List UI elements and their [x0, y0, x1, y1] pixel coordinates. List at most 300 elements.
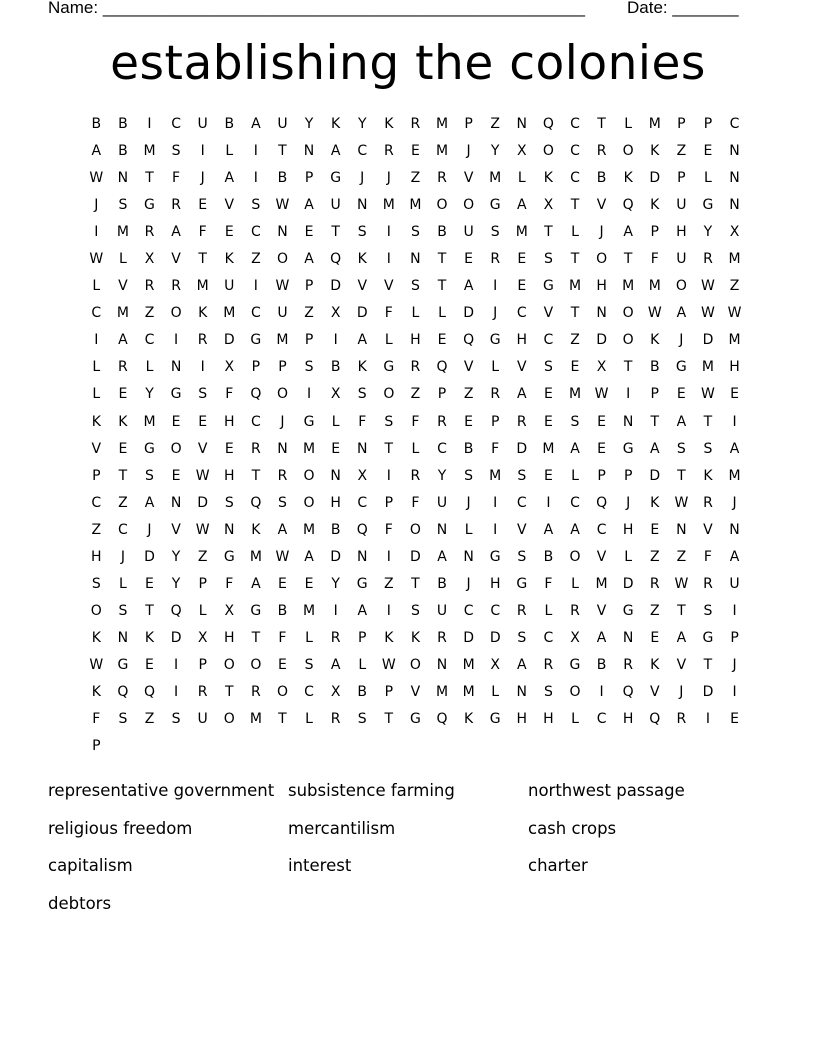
grid-letter[interactable]: K [198, 305, 208, 322]
grid-letter[interactable]: I [493, 521, 498, 538]
grid-letter[interactable]: F [198, 224, 207, 241]
grid-letter[interactable]: N [410, 251, 421, 268]
grid-letter[interactable]: T [597, 116, 606, 132]
grid-letter[interactable]: V [703, 521, 713, 538]
grid-letter[interactable]: Q [436, 711, 448, 728]
grid-letter[interactable]: G [622, 440, 634, 457]
grid-letter[interactable]: X [330, 305, 341, 322]
grid-letter[interactable]: R [437, 170, 447, 187]
grid-letter[interactable]: B [330, 359, 341, 376]
grid-letter[interactable]: L [411, 440, 420, 457]
grid-letter[interactable]: B [543, 548, 554, 565]
grid-letter[interactable]: L [624, 116, 633, 132]
grid-letter[interactable]: T [703, 656, 713, 673]
grid-letter[interactable]: X [357, 467, 368, 484]
grid-letter[interactable]: Y [304, 116, 314, 132]
grid-letter[interactable]: E [198, 197, 208, 214]
grid-letter[interactable]: O [250, 656, 262, 673]
grid-letter[interactable]: M [116, 305, 129, 322]
grid-letter[interactable]: K [650, 332, 660, 349]
grid-letter[interactable]: B [596, 170, 607, 187]
grid-letter[interactable]: H [676, 224, 687, 241]
grid-letter[interactable]: Y [490, 143, 500, 160]
grid-letter[interactable]: A [517, 386, 527, 403]
grid-letter[interactable]: K [224, 251, 234, 268]
grid-letter[interactable]: P [198, 656, 207, 673]
grid-letter[interactable]: E [437, 332, 447, 349]
grid-letter[interactable]: J [493, 305, 498, 322]
grid-letter[interactable]: R [197, 683, 208, 700]
grid-letter[interactable]: I [599, 683, 604, 700]
grid-letter[interactable]: D [596, 332, 607, 349]
grid-letter[interactable]: S [676, 440, 686, 457]
grid-letter[interactable]: M [728, 332, 741, 349]
grid-letter[interactable]: P [251, 359, 261, 376]
grid-letter[interactable]: F [278, 629, 287, 646]
grid-letter[interactable]: L [491, 359, 500, 376]
grid-letter[interactable]: K [703, 467, 713, 484]
grid-letter[interactable]: O [276, 683, 288, 700]
grid-letter[interactable]: I [253, 170, 258, 187]
grid-letter[interactable]: X [729, 224, 740, 241]
grid-letter[interactable]: L [92, 278, 101, 295]
grid-letter[interactable]: K [331, 116, 341, 132]
grid-letter[interactable]: O [303, 467, 315, 484]
grid-letter[interactable]: O [542, 143, 554, 160]
grid-letter[interactable]: C [118, 521, 128, 538]
grid-letter[interactable]: K [118, 413, 128, 430]
grid-letter[interactable]: I [732, 683, 737, 700]
grid-letter[interactable]: R [596, 143, 607, 160]
grid-letter[interactable]: I [386, 224, 391, 241]
grid-letter[interactable]: Z [410, 170, 421, 187]
grid-letter[interactable]: L [384, 332, 393, 349]
grid-letter[interactable]: K [91, 413, 101, 430]
grid-letter[interactable]: G [223, 548, 235, 565]
grid-letter[interactable]: C [357, 494, 368, 511]
grid-letter[interactable]: I [732, 602, 737, 619]
grid-letter[interactable]: D [463, 629, 474, 646]
grid-letter[interactable]: Q [436, 359, 448, 376]
grid-letter[interactable]: W [195, 467, 210, 484]
grid-letter[interactable]: V [171, 251, 181, 268]
grid-letter[interactable]: T [650, 413, 660, 430]
grid-letter[interactable]: G [542, 278, 554, 295]
grid-letter[interactable]: N [596, 305, 607, 322]
grid-letter[interactable]: R [118, 359, 128, 376]
grid-letter[interactable]: D [516, 440, 528, 457]
grid-letter[interactable]: P [384, 494, 394, 511]
grid-letter[interactable]: R [171, 278, 181, 295]
grid-letter[interactable]: C [144, 332, 155, 349]
grid-letter[interactable]: O [276, 251, 288, 268]
grid-letter[interactable]: B [118, 143, 128, 160]
grid-letter[interactable]: A [517, 656, 527, 673]
grid-letter[interactable]: J [200, 170, 205, 187]
grid-letter[interactable]: I [333, 602, 338, 619]
grid-letter[interactable]: O [569, 683, 581, 700]
grid-letter[interactable]: G [383, 359, 395, 376]
grid-letter[interactable]: Z [676, 143, 687, 160]
grid-letter[interactable]: C [250, 305, 261, 322]
grid-letter[interactable]: N [356, 440, 368, 457]
grid-letter[interactable]: N [117, 629, 129, 646]
grid-letter[interactable]: O [569, 548, 581, 565]
grid-letter[interactable]: A [91, 143, 102, 160]
grid-letter[interactable]: T [145, 602, 154, 619]
grid-letter[interactable]: E [703, 143, 713, 160]
grid-letter[interactable]: N [622, 413, 634, 430]
grid-letter[interactable]: E [145, 656, 154, 673]
grid-letter[interactable]: G [170, 386, 182, 403]
grid-letter[interactable]: G [675, 359, 687, 376]
grid-letter[interactable]: Z [91, 521, 102, 538]
grid-letter[interactable]: X [490, 656, 500, 673]
grid-letter[interactable]: I [253, 278, 258, 295]
grid-letter[interactable]: Z [676, 548, 687, 565]
grid-letter[interactable]: J [280, 413, 285, 430]
grid-letter[interactable]: M [595, 575, 608, 592]
grid-letter[interactable]: I [174, 656, 179, 673]
grid-letter[interactable]: I [147, 116, 152, 132]
grid-letter[interactable]: S [570, 413, 580, 430]
grid-letter[interactable]: N [729, 521, 740, 538]
grid-letter[interactable]: L [118, 575, 127, 592]
grid-letter[interactable]: T [251, 467, 261, 484]
grid-letter[interactable]: U [436, 602, 448, 619]
grid-letter[interactable]: A [251, 575, 261, 592]
grid-letter[interactable]: P [92, 467, 101, 484]
grid-letter[interactable]: J [466, 143, 471, 160]
grid-letter[interactable]: N [729, 197, 740, 214]
grid-letter[interactable]: M [382, 197, 395, 214]
grid-letter[interactable]: P [677, 170, 686, 187]
grid-letter[interactable]: R [516, 602, 527, 619]
grid-letter[interactable]: S [304, 359, 314, 376]
grid-letter[interactable]: T [411, 575, 420, 592]
grid-letter[interactable]: J [94, 197, 99, 214]
grid-letter[interactable]: I [546, 494, 551, 511]
grid-letter[interactable]: L [464, 521, 473, 538]
grid-letter[interactable]: U [729, 575, 740, 592]
grid-letter[interactable]: W [727, 305, 742, 322]
grid-letter[interactable]: K [144, 629, 155, 646]
grid-letter[interactable]: X [144, 251, 155, 268]
grid-letter[interactable]: R [703, 251, 713, 268]
grid-letter[interactable]: L [305, 711, 313, 728]
grid-letter[interactable]: M [143, 143, 156, 160]
grid-letter[interactable]: E [543, 386, 553, 403]
grid-letter[interactable]: W [701, 278, 715, 295]
grid-letter[interactable]: V [463, 359, 474, 376]
grid-letter[interactable]: F [225, 575, 234, 592]
grid-letter[interactable]: A [649, 440, 660, 457]
grid-letter[interactable]: M [143, 413, 156, 430]
grid-letter[interactable]: N [436, 521, 448, 538]
grid-letter[interactable]: A [623, 224, 633, 241]
grid-letter[interactable]: F [411, 413, 420, 430]
grid-letter[interactable]: K [650, 143, 660, 160]
grid-letter[interactable]: D [144, 548, 155, 565]
grid-letter[interactable]: T [198, 251, 207, 268]
grid-letter[interactable]: O [463, 197, 475, 214]
grid-letter[interactable]: Z [144, 711, 155, 728]
grid-letter[interactable]: C [543, 332, 554, 349]
grid-letter[interactable]: P [623, 467, 633, 484]
grid-letter[interactable]: P [730, 629, 739, 646]
grid-letter[interactable]: G [144, 440, 155, 457]
grid-letter[interactable]: F [544, 575, 553, 592]
grid-letter[interactable]: A [676, 305, 687, 322]
grid-letter[interactable]: H [224, 413, 235, 430]
grid-letter[interactable]: G [569, 656, 581, 673]
grid-letter[interactable]: E [118, 386, 128, 403]
grid-letter[interactable]: U [676, 251, 687, 268]
grid-letter[interactable]: E [304, 575, 314, 592]
grid-letter[interactable]: H [516, 711, 528, 728]
grid-letter[interactable]: O [409, 521, 421, 538]
grid-letter[interactable]: C [463, 602, 474, 619]
grid-letter[interactable]: P [650, 386, 659, 403]
grid-letter[interactable]: N [330, 467, 341, 484]
grid-letter[interactable]: Q [622, 683, 634, 700]
grid-letter[interactable]: A [463, 278, 474, 295]
grid-letter[interactable]: S [410, 224, 420, 241]
grid-letter[interactable]: W [381, 656, 396, 673]
grid-letter[interactable]: R [383, 143, 394, 160]
grid-letter[interactable]: L [438, 305, 446, 322]
grid-letter[interactable]: U [224, 278, 235, 295]
grid-letter[interactable]: A [277, 521, 288, 538]
grid-letter[interactable]: Y [703, 224, 713, 241]
grid-letter[interactable]: X [517, 143, 527, 160]
grid-letter[interactable]: P [198, 575, 207, 592]
grid-letter[interactable]: S [91, 575, 101, 592]
grid-letter[interactable]: J [386, 170, 391, 187]
grid-letter[interactable]: A [304, 197, 314, 214]
grid-letter[interactable]: E [543, 413, 553, 430]
grid-letter[interactable]: G [409, 711, 421, 728]
grid-letter[interactable]: P [597, 467, 606, 484]
grid-letter[interactable]: S [410, 278, 420, 295]
grid-letter[interactable]: E [543, 467, 553, 484]
grid-letter[interactable]: U [277, 116, 288, 132]
grid-letter[interactable]: C [250, 413, 261, 430]
grid-letter[interactable]: G [489, 332, 501, 349]
grid-letter[interactable]: L [571, 575, 579, 592]
grid-letter[interactable]: B [277, 170, 288, 187]
grid-letter[interactable]: A [330, 656, 341, 673]
grid-letter[interactable]: Y [437, 467, 447, 484]
grid-letter[interactable]: P [437, 386, 447, 403]
date-field[interactable] [627, 0, 739, 18]
grid-letter[interactable]: M [303, 521, 316, 538]
grid-letter[interactable]: J [679, 332, 684, 349]
grid-letter[interactable]: F [225, 386, 234, 403]
grid-letter[interactable]: S [171, 711, 181, 728]
grid-letter[interactable]: Z [649, 548, 660, 565]
grid-letter[interactable]: B [330, 521, 341, 538]
grid-letter[interactable]: O [409, 656, 421, 673]
grid-letter[interactable]: A [543, 521, 554, 538]
grid-letter[interactable]: M [489, 467, 502, 484]
grid-letter[interactable]: S [118, 602, 128, 619]
grid-letter[interactable]: Q [330, 251, 342, 268]
grid-letter[interactable]: Q [649, 711, 661, 728]
grid-letter[interactable]: W [275, 197, 290, 214]
grid-letter[interactable]: V [91, 440, 102, 457]
grid-letter[interactable]: V [197, 440, 208, 457]
grid-letter[interactable]: T [331, 224, 340, 241]
grid-letter[interactable]: R [330, 629, 341, 646]
grid-letter[interactable]: E [597, 413, 606, 430]
grid-letter[interactable]: V [357, 278, 368, 295]
grid-letter[interactable]: C [91, 494, 102, 511]
grid-letter[interactable]: Z [410, 386, 421, 403]
grid-letter[interactable]: V [596, 197, 607, 214]
grid-letter[interactable]: M [462, 683, 475, 700]
grid-letter[interactable]: K [623, 170, 633, 187]
grid-letter[interactable]: X [596, 359, 607, 376]
grid-letter[interactable]: E [517, 251, 527, 268]
grid-letter[interactable]: M [568, 386, 582, 403]
grid-letter[interactable]: K [384, 116, 394, 132]
grid-letter[interactable]: N [729, 143, 740, 160]
grid-letter[interactable]: M [276, 332, 289, 349]
grid-letter[interactable]: U [436, 494, 448, 511]
grid-letter[interactable]: E [278, 656, 287, 673]
grid-letter[interactable]: J [147, 521, 152, 538]
grid-letter[interactable]: W [674, 494, 689, 511]
grid-letter[interactable]: C [570, 143, 580, 160]
grid-letter[interactable]: W [701, 305, 715, 322]
grid-letter[interactable]: N [676, 521, 687, 538]
grid-letter[interactable]: G [330, 170, 342, 187]
grid-letter[interactable]: E [145, 575, 154, 592]
grid-letter[interactable]: H [622, 521, 634, 538]
grid-letter[interactable]: S [118, 711, 128, 728]
grid-letter[interactable]: E [224, 224, 234, 241]
grid-letter[interactable]: I [493, 494, 498, 511]
grid-letter[interactable]: N [224, 521, 235, 538]
grid-letter[interactable]: W [89, 251, 104, 268]
grid-letter[interactable]: L [624, 548, 633, 565]
grid-letter[interactable]: J [626, 494, 631, 511]
grid-letter[interactable]: I [493, 278, 498, 295]
grid-letter[interactable]: O [170, 440, 182, 457]
grid-letter[interactable]: D [330, 278, 342, 295]
grid-letter[interactable]: H [729, 359, 740, 376]
grid-letter[interactable]: A [676, 629, 687, 646]
grid-letter[interactable]: H [622, 711, 634, 728]
grid-letter[interactable]: C [729, 116, 740, 132]
grid-letter[interactable]: I [333, 332, 338, 349]
grid-letter[interactable]: F [384, 521, 393, 538]
grid-letter[interactable]: D [356, 305, 368, 322]
grid-letter[interactable]: N [622, 629, 634, 646]
grid-letter[interactable]: T [677, 467, 686, 484]
grid-letter[interactable]: I [306, 386, 312, 403]
grid-letter[interactable]: N [436, 656, 448, 673]
grid-letter[interactable]: M [462, 656, 475, 673]
grid-letter[interactable]: A [330, 143, 341, 160]
grid-letter[interactable]: K [650, 656, 660, 673]
grid-letter[interactable]: L [198, 602, 207, 619]
grid-letter[interactable]: I [386, 251, 391, 268]
grid-letter[interactable]: L [145, 359, 154, 376]
grid-letter[interactable]: M [223, 305, 236, 322]
grid-letter[interactable]: G [702, 629, 714, 646]
name-field[interactable] [48, 0, 585, 18]
grid-letter[interactable]: L [305, 629, 313, 646]
grid-letter[interactable]: R [410, 467, 421, 484]
grid-letter[interactable]: S [118, 197, 128, 214]
grid-letter[interactable]: M [542, 440, 555, 457]
grid-letter[interactable]: G [622, 602, 634, 619]
grid-letter[interactable]: T [118, 467, 128, 484]
grid-letter[interactable]: U [463, 224, 474, 241]
grid-letter[interactable]: M [435, 116, 449, 132]
grid-letter[interactable]: D [197, 494, 209, 511]
grid-letter[interactable]: L [92, 386, 101, 403]
grid-letter[interactable]: N [170, 494, 182, 511]
grid-letter[interactable]: L [704, 170, 712, 187]
grid-letter[interactable]: M [409, 197, 422, 214]
grid-letter[interactable]: I [386, 467, 391, 484]
grid-letter[interactable]: S [490, 224, 500, 241]
grid-letter[interactable]: N [277, 440, 288, 457]
grid-letter[interactable]: Z [197, 548, 208, 565]
grid-letter[interactable]: Z [144, 305, 155, 322]
grid-letter[interactable]: N [356, 548, 368, 565]
grid-letter[interactable]: P [278, 359, 287, 376]
grid-letter[interactable]: Y [357, 116, 367, 132]
grid-letter[interactable]: T [278, 143, 287, 160]
grid-letter[interactable]: Z [729, 278, 740, 295]
grid-letter[interactable]: E [410, 143, 420, 160]
grid-letter[interactable]: T [251, 629, 261, 646]
grid-letter[interactable]: S [464, 467, 474, 484]
grid-letter[interactable]: S [224, 494, 234, 511]
grid-letter[interactable]: P [304, 278, 314, 295]
grid-letter[interactable]: A [144, 494, 155, 511]
grid-letter[interactable]: Z [570, 332, 580, 349]
grid-letter[interactable]: P [650, 224, 659, 241]
grid-letter[interactable]: T [677, 602, 686, 619]
grid-letter[interactable]: V [463, 170, 474, 187]
grid-letter[interactable]: M [303, 602, 316, 619]
grid-letter[interactable]: L [571, 467, 579, 484]
grid-letter[interactable]: P [677, 116, 686, 132]
grid-letter[interactable]: O [303, 494, 315, 511]
grid-letter[interactable]: Y [331, 575, 340, 592]
grid-letter[interactable]: H [596, 278, 607, 295]
grid-letter[interactable]: P [464, 116, 473, 132]
grid-letter[interactable]: T [623, 359, 633, 376]
grid-letter[interactable]: X [330, 683, 341, 700]
grid-letter[interactable]: O [276, 386, 288, 403]
grid-letter[interactable]: D [702, 332, 714, 349]
grid-letter[interactable]: G [117, 656, 129, 673]
grid-letter[interactable]: S [384, 413, 394, 430]
grid-letter[interactable]: D [489, 629, 501, 646]
grid-letter[interactable]: B [277, 602, 288, 619]
name-blank[interactable]: ___________________________________________________ [102, 0, 585, 17]
grid-letter[interactable]: L [118, 251, 127, 268]
grid-letter[interactable]: A [304, 251, 314, 268]
grid-letter[interactable]: N [516, 116, 528, 132]
grid-letter[interactable]: I [386, 602, 391, 619]
